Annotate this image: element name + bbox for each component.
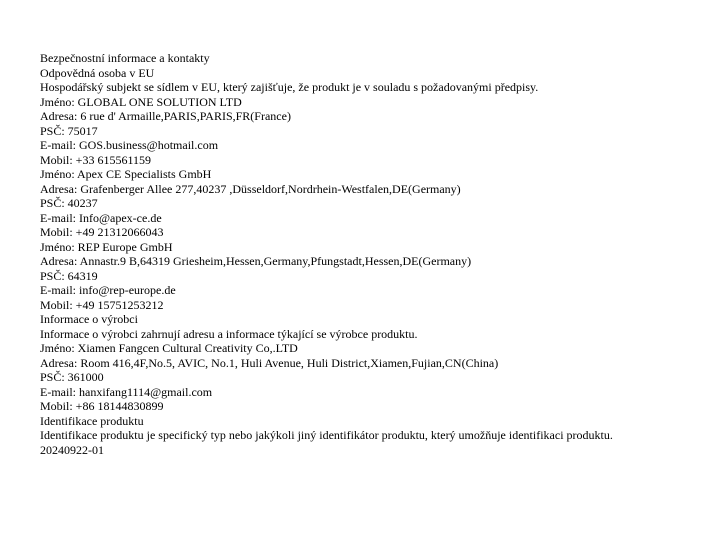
section-heading-product-identification: Identifikace produktu	[40, 413, 144, 428]
contact-address: Adresa: Grafenberger Allee 277,40237 ,Düsseldorf,Nordrhein-Westfalen,DE(Germany)	[40, 181, 461, 196]
contact-postal-code: PSČ: 75017	[40, 123, 98, 138]
section-description-product-identification: Identifikace produktu je specifický typ nebo jakýkoli jiný identifikátor produktu, který umožňuje identifikaci produktu.	[40, 428, 613, 442]
contact-name: Jméno: REP Europe GmbH	[40, 239, 173, 254]
contact-name: Jméno: GLOBAL ONE SOLUTION LTD	[40, 94, 242, 109]
contact-address: Adresa: 6 rue d' Armaille,PARIS,PARIS,FR(France)	[40, 109, 291, 123]
contact-mobile: Mobil: +49 15751253212	[40, 297, 164, 312]
contact-email: E-mail: Info@apex-ce.de	[40, 210, 162, 225]
contact-mobile: Mobil: +86 18144830899	[40, 399, 164, 413]
section-description-responsible-person-eu: Hospodářský subjekt se sídlem v EU, který zajišťuje, že produkt je v souladu s požadovanými předpisy.	[40, 80, 539, 94]
contact-mobile: Mobil: +49 21312066043	[40, 225, 164, 239]
section-heading-manufacturer-info: Informace o výrobci	[40, 312, 138, 326]
contact-postal-code: PSČ: 361000	[40, 370, 104, 384]
contact-address: Adresa: Annastr.9 B,64319 Griesheim,Hessen,Germany,Pfungstadt,Hessen,DE(Germany)	[40, 254, 472, 268]
contact-email: E-mail: GOS.business@hotmail.com	[40, 138, 219, 152]
contact-name: Jméno: Apex CE Specialists GmbH	[40, 167, 212, 181]
contact-email: E-mail: hanxifang1114@gmail.com	[40, 384, 213, 399]
contact-email: E-mail: info@rep-europe.de	[40, 283, 176, 297]
section-description-manufacturer-info: Informace o výrobci zahrnují adresu a informace týkající se výrobce produktu.	[40, 326, 418, 341]
contact-address: Adresa: Room 416,4F,No.5, AVIC, No.1, Huli Avenue, Huli District,Xiamen,Fujian,CN(China)	[40, 355, 499, 370]
contact-postal-code: PSČ: 40237	[40, 196, 98, 210]
contact-name: Jméno: Xiamen Fangcen Cultural Creativity Co,.LTD	[40, 341, 298, 355]
document-page	[40, 51, 720, 457]
contact-postal-code: PSČ: 64319	[40, 268, 98, 283]
section-heading-responsible-person-eu: Odpovědná osoba v EU	[40, 65, 155, 80]
page-title: Bezpečnostní informace a kontakty	[40, 51, 210, 65]
product-id: 20240922-01	[40, 442, 104, 457]
contact-mobile: Mobil: +33 615561159	[40, 152, 151, 167]
